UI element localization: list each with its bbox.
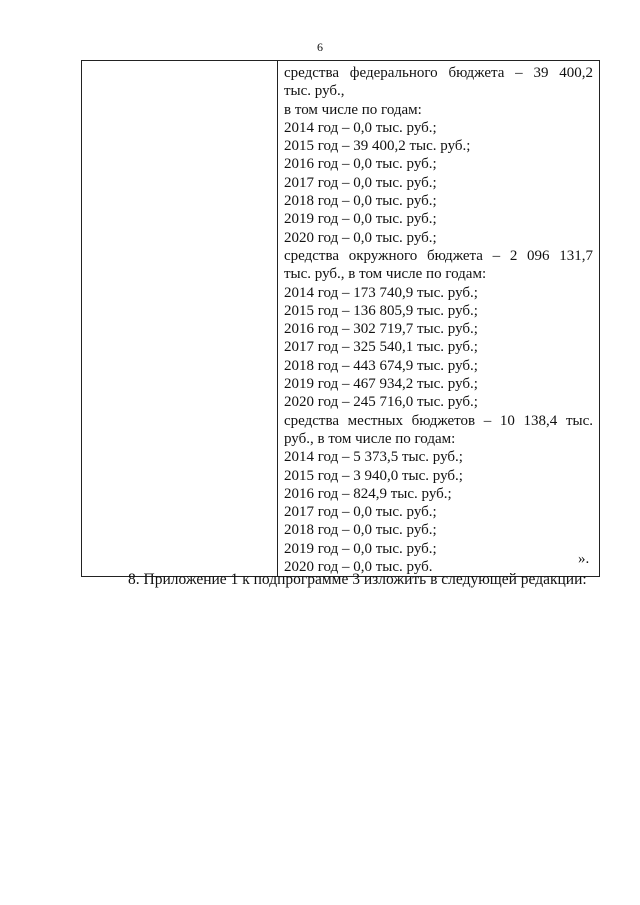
table-left-cell (82, 61, 278, 577)
funding-line: средства окружного бюджета – 2 096 131,7 (284, 247, 593, 264)
funding-line: 2015 год – 3 940,0 тыс. руб.; (284, 467, 463, 484)
paragraph-item-8: 8. Приложение 1 к подпрограмме 3 изложить в следующей редакции: (128, 571, 587, 588)
funding-line: 2014 год – 0,0 тыс. руб.; (284, 119, 437, 136)
page-number: 6 (317, 40, 323, 54)
table-row (82, 61, 600, 577)
funding-line: средства федерального бюджета – 39 400,2 (284, 65, 593, 81)
funding-line: руб., в том числе по годам: (284, 430, 456, 447)
funding-line: 2018 год – 0,0 тыс. руб.; (284, 522, 437, 539)
funding-line: 2015 год – 39 400,2 тыс. руб.; (284, 138, 471, 155)
funding-line: в том числе по годам: (284, 101, 422, 118)
funding-lines (278, 61, 599, 576)
funding-line: 2014 год – 5 373,5 тыс. руб.; (284, 449, 463, 466)
funding-line: 2019 год – 0,0 тыс. руб.; (284, 211, 437, 228)
funding-line: 2017 год – 0,0 тыс. руб.; (284, 174, 437, 191)
funding-line: 2018 год – 443 674,9 тыс. руб.; (284, 357, 478, 374)
funding-line: 2016 год – 302 719,7 тыс. руб.; (284, 321, 478, 338)
funding-line: 2018 год – 0,0 тыс. руб.; (284, 193, 437, 210)
funding-line: 2017 год – 0,0 тыс. руб.; (284, 504, 437, 521)
closing-quote: ». (578, 551, 590, 567)
funding-line: средства местных бюджетов – 10 138,4 тыс. (284, 412, 593, 429)
funding-line: 2019 год – 467 934,2 тыс. руб.; (284, 376, 478, 393)
funding-line: 2016 год – 0,0 тыс. руб.; (284, 156, 437, 173)
funding-line: 2016 год – 824,9 тыс. руб.; (284, 485, 452, 502)
funding-line: 2020 год – 245 716,0 тыс. руб.; (284, 394, 478, 411)
funding-line: тыс. руб., в том числе по годам: (284, 266, 487, 283)
funding-line: тыс. руб., (284, 83, 345, 100)
funding-line: 2015 год – 136 805,9 тыс. руб.; (284, 302, 478, 319)
funding-line: 2020 год – 0,0 тыс. руб.; (284, 229, 437, 246)
funding-line: 2017 год – 325 540,1 тыс. руб.; (284, 339, 478, 356)
funding-line: 2014 год – 173 740,9 тыс. руб.; (284, 284, 478, 301)
funding-line: 2020 год – 0,0 тыс. руб. (284, 559, 433, 576)
funding-table (81, 60, 600, 577)
table-right-cell (278, 61, 600, 577)
funding-line: 2019 год – 0,0 тыс. руб.; (284, 540, 437, 557)
